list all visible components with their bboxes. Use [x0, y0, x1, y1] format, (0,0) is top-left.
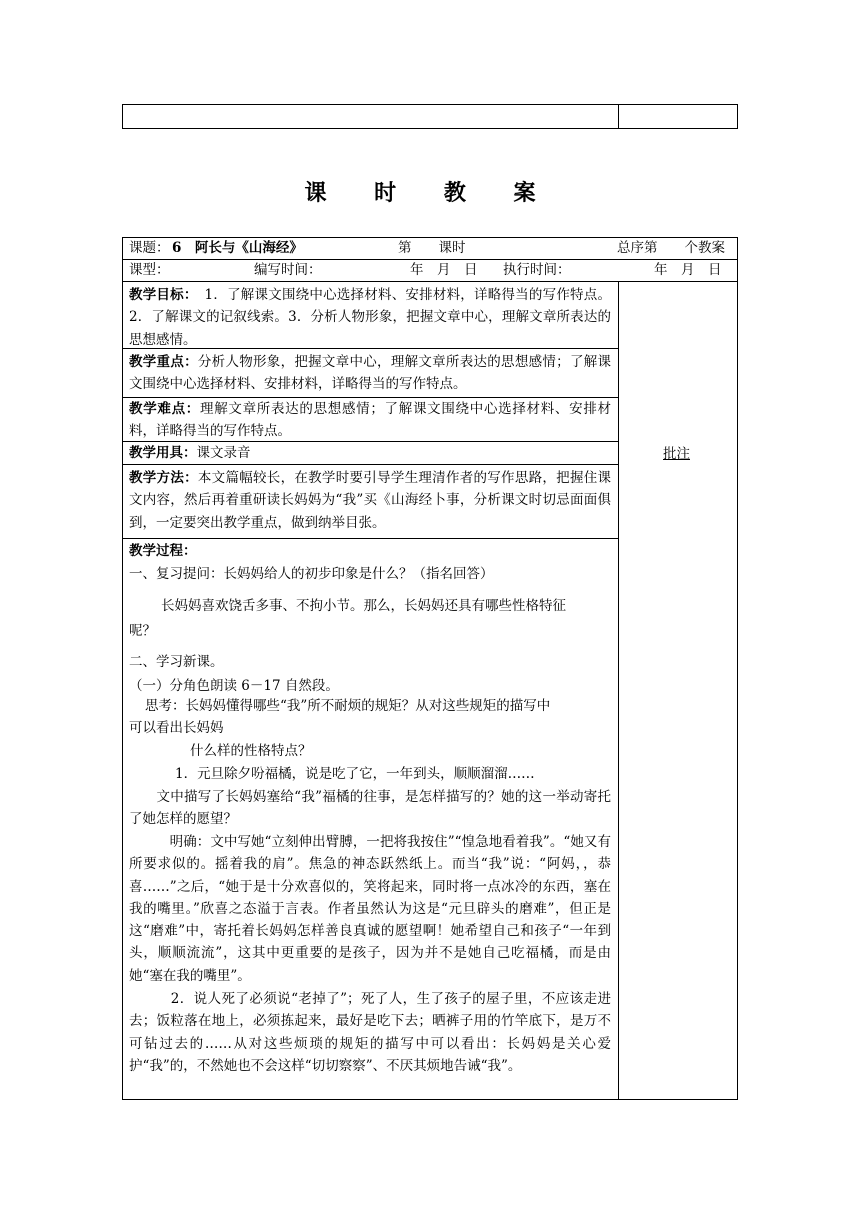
goal-text: 1．了解课文围绕中心选择材料、安排材料，详略得当的写作特点。2．了解课文的记叙线索。3．分析人物形象，把握文章中心，理解文章所表达的思想感情。 — [129, 287, 611, 348]
process-answer-fortune-orange: 明确：文中写她“立刻伸出臂膊，一把将我按住”“惶急地看着我”。“她又有所要求似的。摇着我的肩”。焦急的神态跃然纸上。而当“我”说：“阿妈，，恭喜……”之后，“她于是十分欢喜似的，笑将起来，同时将一点冰冷的东西，塞在我的嘴里。”欣喜之态溢于言表。作者虽然认为这是“元旦辟头的磨难”，但正是这“磨难”中，寄托着长妈妈怎样善良真诚的愿望啊！她希望自己和孩子“一年到头，顺顺流流”，这其中更重要的是孩子，因为并不是她自己吃福橘，而是由她“塞在我的嘴里”。 — [129, 834, 611, 984]
write-date: 年 月 日 — [410, 262, 478, 278]
page-title: 课 时 教 案 — [304, 181, 556, 206]
teaching-difficult-points — [129, 398, 611, 443]
total-order-label: 总序第 个教案 — [617, 240, 725, 256]
topic-label: 课题： — [129, 240, 170, 256]
difficult-label: 教学难点： — [129, 401, 200, 417]
teaching-goals — [129, 284, 611, 351]
process-paragraph-2b: 呢？ — [129, 623, 156, 639]
lesson-type-label: 课型： — [129, 262, 170, 278]
difficult-text: 理解文章所表达的思想感情；了解课文围绕中心选择材料、安排材料，详略得当的写作特点。 — [129, 401, 612, 440]
process-item-1: 1．元旦除夕吩福橘，说是吃了它，一年到头，顺顺溜溜…… — [175, 766, 535, 782]
top-table-divider — [618, 104, 619, 129]
teaching-key-points — [129, 351, 611, 396]
process-think-b: 可以看出长妈妈 — [129, 720, 224, 736]
exec-date: 年 月 日 — [654, 262, 722, 278]
lesson-number-label: 第 课时 — [398, 240, 466, 256]
process-paragraph-2a: 长妈妈喜欢饶舌多事、不拘小节。那么，长妈妈还具有哪些性格特征 — [161, 598, 566, 614]
process-reading: （一）分角色朗读 6－17 自然段。 — [129, 678, 339, 694]
process-new-lesson: 二、学习新课。 — [129, 654, 224, 670]
topic-title: 6 阿长与《山海经》 — [172, 240, 303, 256]
teaching-tools — [129, 442, 611, 464]
row-line-2 — [122, 281, 738, 282]
process-review-question: 一、复习提问：长妈妈给人的初步印象是什么？（指名回答） — [129, 566, 494, 582]
write-time-label: 编写时间： — [254, 262, 322, 278]
tools-text: 课文录音 — [196, 445, 251, 461]
tools-label: 教学用具： — [129, 445, 197, 461]
goal-label: 教学目标： — [129, 287, 191, 303]
teaching-methods — [129, 467, 611, 534]
process-question-fortune-orange: 文中描写了长妈妈塞给“我”福橘的往事，是怎样描写的？她的这一举动寄托了她怎样的愿望？ — [129, 789, 611, 828]
process-think-c: 什么样的性格特点？ — [190, 743, 312, 759]
notes-column-divider — [618, 281, 619, 1100]
side-note: 批注 — [663, 446, 690, 462]
process-item-2: 2．说人死了必须说“老掉了”；死了人，生了孩子的屋子里，不应该走进去；饭粒落在地上，必须拣起来，最好是吃下去；晒裤子用的竹竿底下，是万不可钻过去的……从对这些烦琐的规矩的描写中可以看出：长妈妈是关心爱护“我”的，不然她也不会这样“切切察察”、不厌其烦地告诫“我”。 — [129, 991, 611, 1074]
process-label: 教学过程： — [129, 543, 197, 559]
row-line-method — [122, 538, 618, 539]
top-table — [122, 104, 738, 129]
method-label: 教学方法： — [129, 470, 198, 486]
key-text: 分析人物形象，把握文章中心，理解文章所表达的思想感情；了解课文围绕中心选择材料、安排材料，详略得当的写作特点。 — [129, 354, 612, 393]
key-label: 教学重点： — [129, 354, 198, 370]
process-think-a: 思考：长妈妈懂得哪些“我”所不耐烦的规矩？从对这些规矩的描写中 — [145, 698, 551, 714]
method-text: 本文篇幅较长，在教学时要引导学生理清作者的写作思路，把握住课文内容，然后再着重研读长妈妈为“我”买《山海经卜事，分析课文时切忌面面俱到，一定要突出教学重点，做到纳举目张。 — [129, 470, 612, 531]
exec-time-label: 执行时间： — [503, 262, 571, 278]
